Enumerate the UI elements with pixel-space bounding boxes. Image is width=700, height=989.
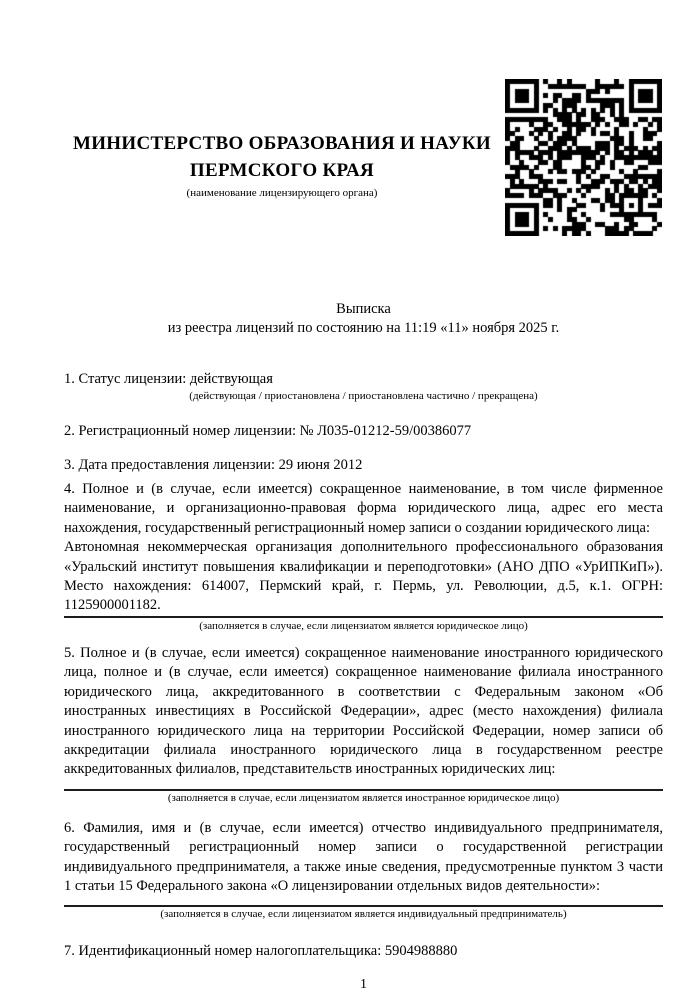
ministry-caption: (наименование лицензирующего органа) bbox=[186, 187, 378, 199]
item-1-caption: (действующая / приостановлена / приостановлена частично / прекращена) bbox=[189, 390, 538, 403]
document-title-block bbox=[64, 300, 663, 339]
ministry-name bbox=[60, 130, 504, 184]
item-1-license-status: 1. Статус лицензии: действующая bbox=[64, 370, 273, 387]
letterhead bbox=[60, 130, 504, 200]
item-4-fill-line bbox=[64, 616, 663, 618]
item-3-grant-date: 3. Дата предоставления лицензии: 29 июня 2012 bbox=[64, 456, 363, 473]
ministry-name-line2: ПЕРМСКОГО КРАЯ bbox=[189, 160, 375, 181]
ministry-name-line1: МИНИСТЕРСТВО ОБРАЗОВАНИЯ И НАУКИ bbox=[72, 133, 492, 154]
item-6-caption: (заполняется в случае, если лицензиатом является индивидуальный предприниматель) bbox=[160, 908, 567, 921]
item-2-registration-number: 2. Регистрационный номер лицензии: № Л035-01212-59/00386077 bbox=[64, 423, 472, 440]
item-6-question: 6. Фамилия, имя и (в случае, если имеется) отчество индивидуального предпринимателя, государственный регистрационный номер записи о государственной регистрации индивидуального предпринимателя, а также иные сведения, предусмотренные пунктом 3 части 1 статьи 15 Федерального закона «О лицензировании отдельных видов деятельности»: bbox=[64, 819, 663, 894]
document-subtitle: из реестра лицензий по состоянию на 11:19 «11» ноября 2025 г. bbox=[167, 320, 560, 337]
qr-code-icon bbox=[505, 79, 662, 236]
item-5-caption: (заполняется в случае, если лицензиатом является иностранное юридическое лицо) bbox=[167, 791, 560, 804]
item-7-taxpayer-number: 7. Идентификационный номер налогоплательщика: 5904988880 bbox=[64, 943, 458, 960]
item-4-answer: Автономная некоммерческая организация дополнительного профессионального образования «Уральский институт повышения квалификации и переподготовки» (АНО ДПО «УрИПКиП»). Место нахождения: 614007, Пермский край, г. Пермь, ул. Революции, д.5, к.1. ОГРН: 1125900001182. bbox=[64, 539, 663, 614]
document-title: Выписка bbox=[336, 301, 391, 317]
document-body bbox=[64, 300, 663, 989]
page-number: 1 bbox=[360, 976, 367, 989]
item-4-caption: (заполняется в случае, если лицензиатом является юридическое лицо) bbox=[199, 619, 528, 632]
item-5-question: 5. Полное и (в случае, если имеется) сокращенное наименование иностранного юридического лица, полное и (в случае, если имеется) сокращенное наименование филиала иностранного юридического лица, аккредитованного в соответствии с Федеральным законом «Об иностранных инвестициях в Российской Федерации», адрес (место нахождения) филиала иностранного юридического лица на территории Российской Федерации, номер записи об аккредитации филиала иностранного юридического лица в государственном реестре аккредитованных филиалов, представительств иностранных юридических лиц: bbox=[64, 644, 663, 778]
item-4-question: 4. Полное и (в случае, если имеется) сокращенное наименование, в том числе фирменное наименование, и организационно-правовая форма юридического лица, адрес его места нахождения, государственный регистрационный номер записи о создании юридического лица: bbox=[64, 481, 663, 536]
